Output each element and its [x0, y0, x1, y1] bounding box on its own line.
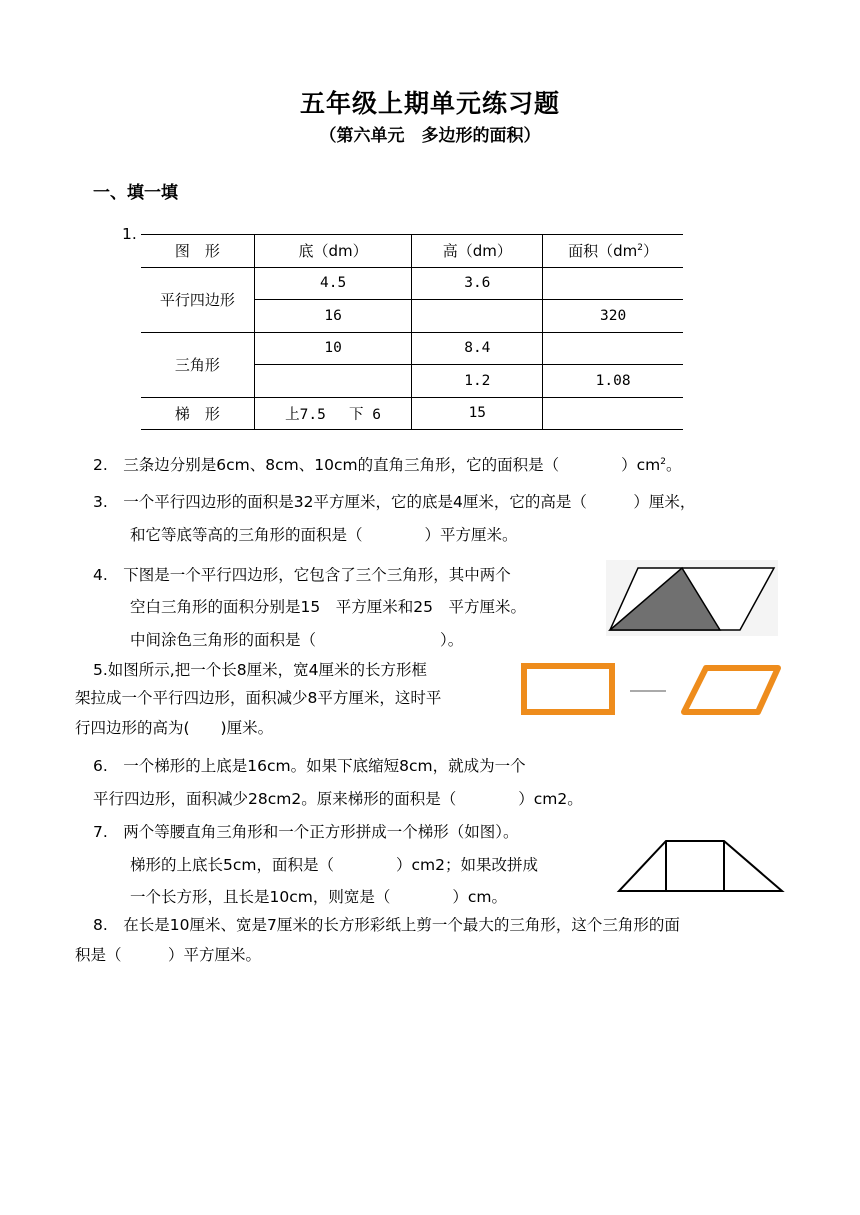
section-heading: 一、填一填: [93, 183, 178, 203]
q4-line2: 空白三角形的面积分别是15 平方厘米和25 平方厘米。: [130, 598, 526, 616]
q5-line2: 架拉成一个平行四边形，面积减少8平方厘米，这时平: [75, 689, 442, 707]
cell-area: [543, 332, 683, 365]
q8-line2: 积是（ ）平方厘米。: [75, 946, 262, 964]
q5-line3: 行四边形的高为( )厘米。: [75, 719, 274, 737]
q3-line1: 3. 一个平行四边形的面积是32平方厘米，它的底是4厘米，它的高是（ ）厘米，: [93, 493, 696, 511]
group-parallelogram: 平行四边形: [141, 267, 254, 332]
q7-line3: 一个长方形，且长是10cm，则宽是（ ）cm。: [130, 888, 507, 906]
q2-text: 2. 三条边分别是6cm、8cm、10cm的直角三角形，它的面积是（ ）$cm^2$。: [93, 456, 682, 475]
q1-number: 1.: [122, 225, 137, 243]
parallelogram-figure: [606, 560, 778, 636]
cell-height: [412, 300, 543, 333]
q4-line1: 4. 下图是一个平行四边形，它包含了三个三角形，其中两个: [93, 566, 511, 584]
group-trapezoid: 梯 形: [141, 397, 254, 430]
table-row: [141, 332, 683, 365]
cell-base: 10: [254, 332, 412, 365]
trapezoid-outline: [619, 841, 782, 891]
trapezoid-figure: [614, 836, 788, 896]
q6-line2: 平行四边形，面积减少28cm2。原来梯形的面积是（ ）cm2。: [93, 790, 583, 808]
table-row: [141, 267, 683, 300]
parallelogram-frame: [684, 668, 778, 712]
header-area: 面积$(dm^2)$: [543, 235, 683, 268]
q5-line1: 5.如图所示,把一个长8厘米，宽4厘米的长方形框: [93, 661, 427, 679]
cell-area: 320: [543, 300, 683, 333]
cell-base: 4.5: [254, 267, 412, 300]
header-base: 底（dm）: [254, 235, 412, 268]
table-row: [141, 397, 683, 430]
rectangle-to-parallelogram-figure: [518, 660, 784, 720]
header-height: 高（dm）: [412, 235, 543, 268]
cell-base: [254, 365, 412, 398]
header-shape: 图 形: [141, 235, 254, 268]
group-triangle: 三角形: [141, 332, 254, 397]
q1-table: [141, 234, 683, 430]
cell-area: [543, 397, 683, 430]
rectangle-frame: [524, 666, 612, 712]
page-subtitle: （第六单元 多边形的面积）: [319, 126, 541, 146]
q8-line1: 8. 在长是10厘米、宽是7厘米的长方形彩纸上剪一个最大的三角形，这个三角形的面: [93, 916, 680, 934]
cell-height: 3.6: [412, 267, 543, 300]
page-title: 五年级上期单元练习题: [299, 89, 560, 118]
cell-area: 1.08: [543, 365, 683, 398]
cell-area: [543, 267, 683, 300]
cell-height: 1.2: [412, 365, 543, 398]
cell-base: 16: [254, 300, 412, 333]
cell-height: 8.4: [412, 332, 543, 365]
q6-line1: 6. 一个梯形的上底是16cm。如果下底缩短8cm，就成为一个: [93, 757, 526, 775]
table-header-row: [141, 235, 683, 268]
cell-base: 上7.5 下 6: [254, 397, 412, 430]
q7-line1: 7. 两个等腰直角三角形和一个正方形拼成一个梯形（如图）。: [93, 823, 519, 841]
q7-line2: 梯形的上底长5cm，面积是（ ）cm2；如果改拼成: [130, 856, 538, 874]
q3-line2: 和它等底等高的三角形的面积是（ ）平方厘米。: [130, 526, 518, 544]
cell-height: 15: [412, 397, 543, 430]
q4-line3: 中间涂色三角形的面积是（ ）。: [130, 631, 464, 649]
